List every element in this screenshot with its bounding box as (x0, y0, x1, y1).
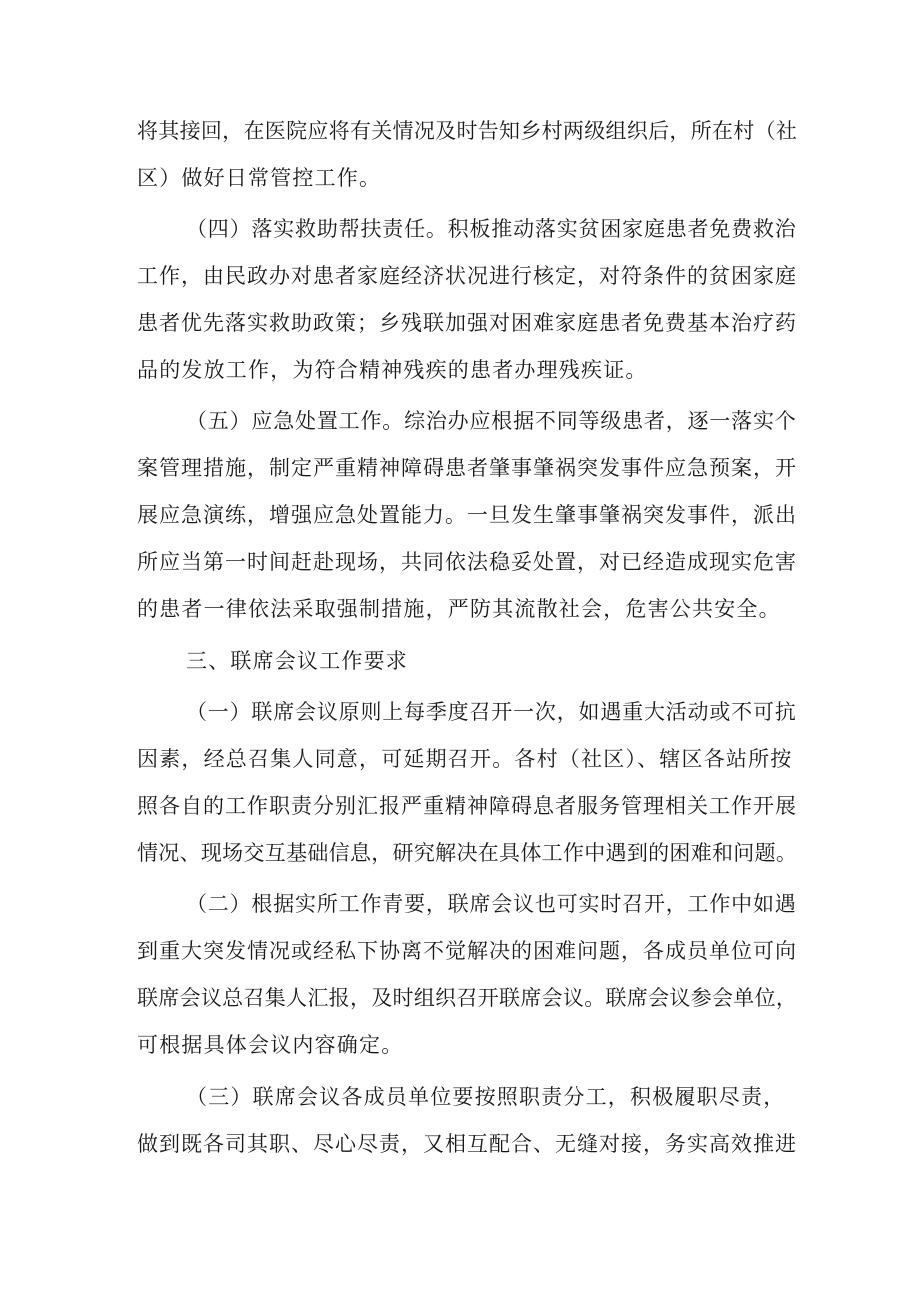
paragraph-line: 照各自的工作职责分别汇报严重精神障碍息者服务管理相关工作开展 (137, 794, 797, 818)
paragraph-line: 可根据具体会议内容确定。 (137, 1033, 404, 1057)
paragraph-line: 联席会议总召集人汇报，及时组织召开联席会议。联席会议参会单位， (137, 986, 798, 1010)
paragraph-line: 品的发放工作，为符合精神残疾的患者办理残疾证。 (137, 358, 648, 382)
paragraph-line: 工作，由民政办对患者家庭经济状况进行核定，对符条件的贫困家庭 (137, 264, 797, 288)
paragraph-line: 因素，经总召集人同意，可延期召开。各村（社区）、辖区各站所按 (137, 747, 793, 771)
paragraph-line: 区）做好日常管控工作。 (137, 166, 382, 190)
paragraph-line: 展应急演练，增强应急处置能力。一旦发生肇事肇祸突发事件，派出 (137, 503, 797, 527)
paragraph-line: 的患者一律依法采取强制措施，严防其流散社会，危害公共安全。 (137, 597, 781, 621)
section-heading: 三、联席会议工作要求 (186, 649, 408, 673)
paragraph-line: （五）应急处置工作。综治办应根据不同等级患者，逐一落实个 (186, 409, 797, 433)
paragraph-line: 所应当第一时间赶赴现场，共同依法稳妥处置，对已经造成现实危害 (137, 550, 797, 574)
paragraph-line: （四）落实救助帮扶责任。积板推动落实贫困家庭患者免费救治 (186, 217, 797, 241)
paragraph-line: 将其接回，在医院应将有关情况及时告知乡村两级组织后，所在村（社 (137, 119, 798, 143)
paragraph-line: （二）根据实所工作青要，联席会议也可实时召开，工作中如遇 (186, 892, 797, 916)
paragraph-line: 情况、现场交互基础信息，研究解决在具体工作中遇到的困难和问题。 (137, 841, 798, 865)
paragraph-line: 案管理措施，制定严重精神障碍患者肇事肇祸突发事件应急预案，开 (137, 456, 797, 480)
paragraph-line: （三）联席会议各成员单位要按照职责分工，积极履职尽责， (186, 1085, 786, 1109)
paragraph-line: 到重大突发情况或经私下协离不觉解决的困难问题，各成员单位可向 (137, 939, 797, 963)
paragraph-line: （一）联席会议原则上每季度召开一次，如遇重大活动或不可抗 (186, 700, 797, 724)
paragraph-line: 做到既各司其职、尽心尽责，又相互配合、无缝对接，务实高效推进 (137, 1132, 797, 1156)
paragraph-line: 患者优先落实救助政策；乡残联加强对困难家庭患者免费基本治疗药 (137, 311, 797, 335)
